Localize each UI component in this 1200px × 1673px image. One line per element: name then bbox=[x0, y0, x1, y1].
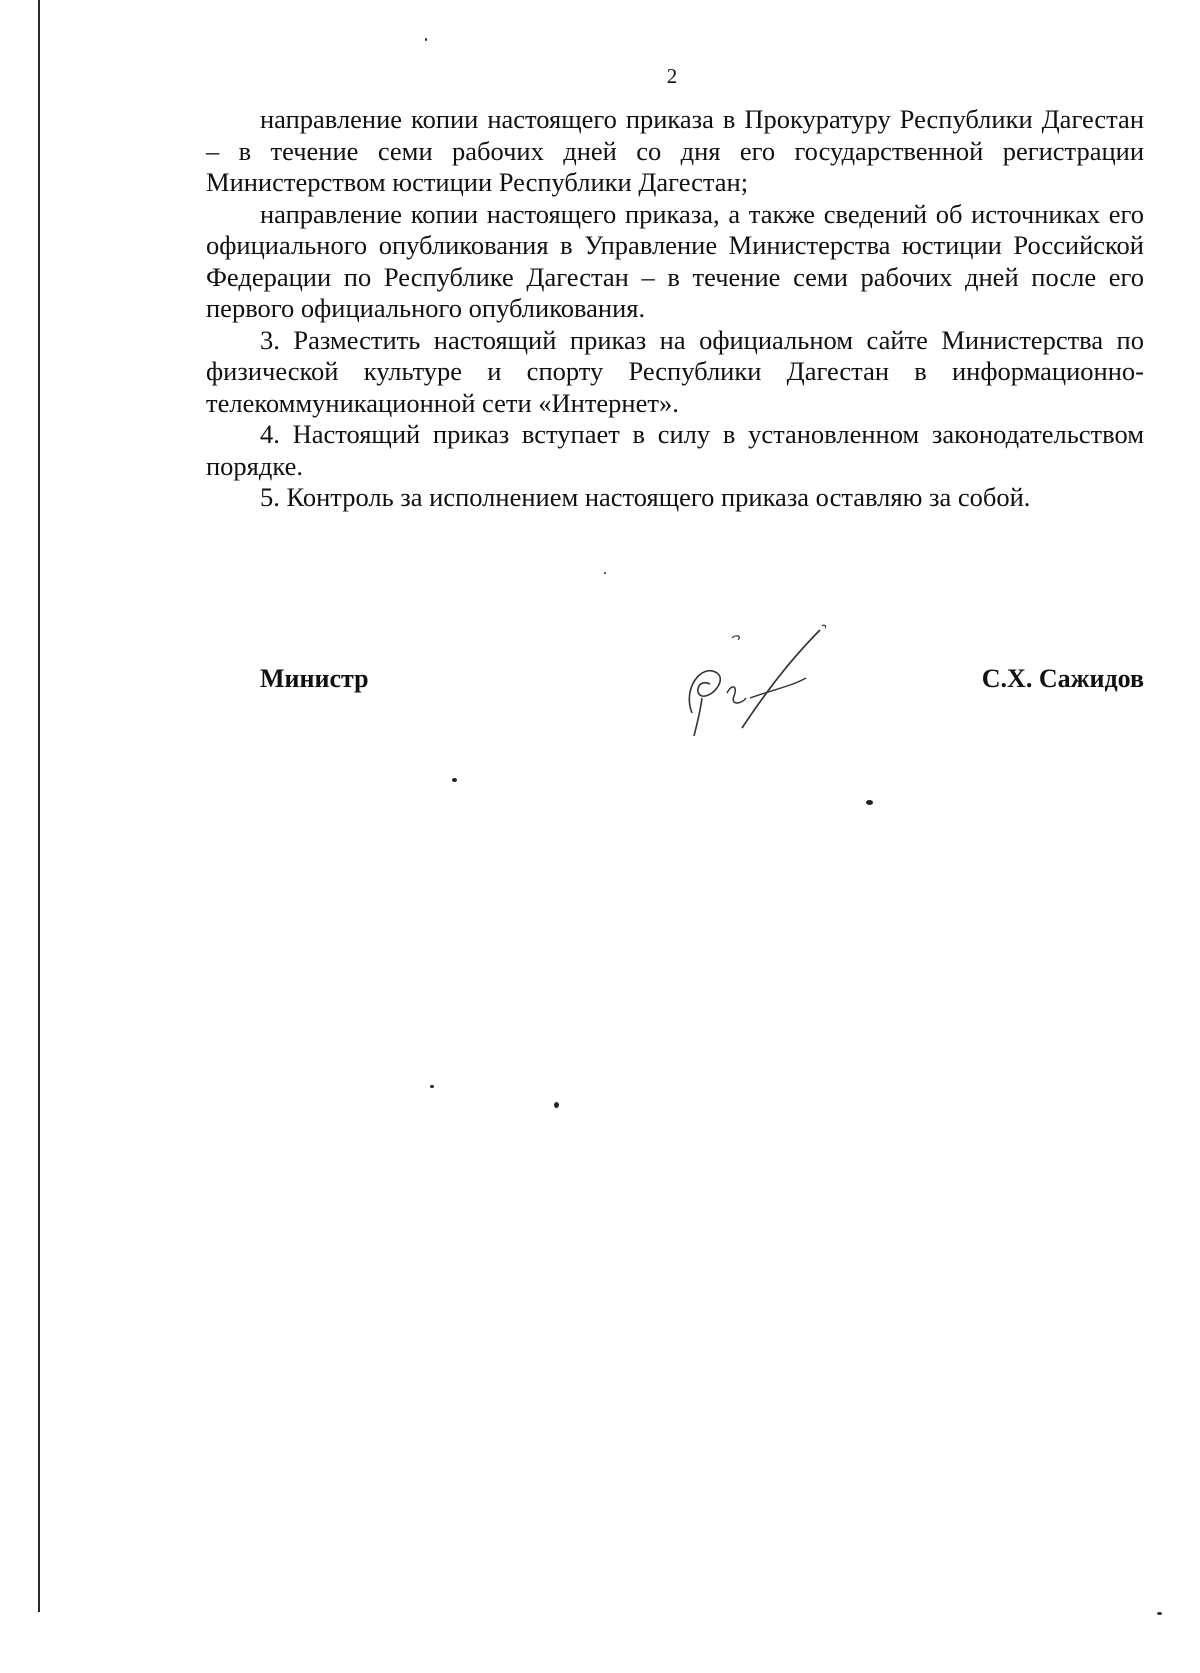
scan-speck bbox=[604, 572, 606, 574]
paragraph: 4. Настоящий приказ вступает в силу в установленном законодательством порядке. bbox=[206, 419, 1144, 481]
signatory-title: Министр bbox=[260, 664, 369, 693]
scan-speck bbox=[554, 1102, 559, 1108]
scan-edge-line bbox=[38, 0, 40, 1612]
scan-speck bbox=[452, 778, 457, 782]
scan-speck bbox=[425, 38, 427, 41]
scan-speck bbox=[866, 800, 873, 805]
signatory-name: С.Х. Сажидов bbox=[981, 664, 1144, 693]
paragraph: 3. Разместить настоящий приказ на официальном сайте Министерства по физической культуре и спорту Республики Дагестан в информационно-телекоммуникационной сети «Интернет». bbox=[206, 324, 1144, 418]
scan-speck bbox=[1157, 1612, 1162, 1615]
paragraph: направление копии настоящего приказа в Прокуратуру Республики Дагестан – в течение семи рабочих дней со дня его государственной регистрации Министерством юстиции Республики Дагестан; bbox=[206, 104, 1144, 197]
paragraph: направление копии настоящего приказа, а также сведений об источниках его официального опубликования в Управление Министерства юстиции Российской Федерации по Республике Дагестан – в течение семи рабочих дней после его первого официального опубликования. bbox=[206, 198, 1144, 323]
handwritten-signature bbox=[672, 618, 862, 748]
scan-speck bbox=[430, 1085, 434, 1088]
document-body bbox=[206, 104, 1144, 514]
page-number: 2 bbox=[666, 64, 678, 88]
paragraph: 5. Контроль за исполнением настоящего приказа оставляю за собой. bbox=[260, 482, 1031, 512]
